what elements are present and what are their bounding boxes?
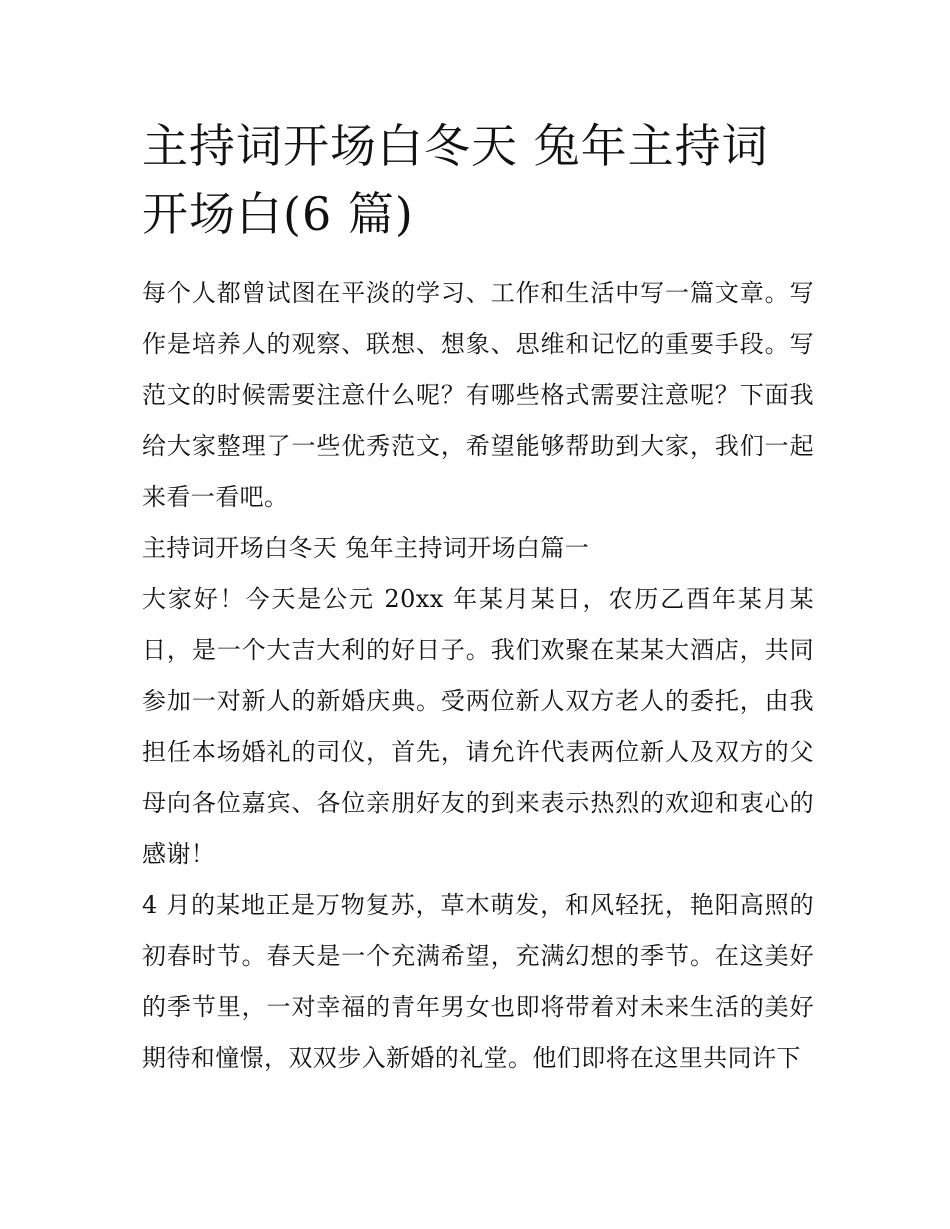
- section-heading: 主持词开场白冬天 兔年主持词开场白篇一: [142, 534, 590, 562]
- intro-paragraph: 每个人都曾试图在平淡的学习、工作和生活中写一篇文章。写作是培养人的观察、联想、想象、思维和记忆的重要手段。写范文的时候需要注意什么呢？有哪些格式需要注意呢？下面我给大家整理了一些优秀范文，希望能够帮助到大家，我们一起来看一看吧。: [142, 279, 814, 511]
- body-paragraph-2: 4 月的某地正是万物复苏，草木萌发，和风轻抚，艳阳高照的初春时节。春天是一个充满希望，充满幻想的季节。在这美好的季节里，一对幸福的青年男女也即将带着对未来生活的美好期待和憧憬，双双步入新婚的礼堂。他们即将在这里共同许下: [142, 891, 814, 1072]
- document-page: [142, 112, 814, 1084]
- body-paragraph-1: 大家好！今天是公元 20xx 年某月某日，农历乙酉年某月某日，是一个大吉大利的好日子。我们欢聚在某某大酒店，共同参加一对新人的新婚庆典。受两位新人双方老人的委托，由我担任本场婚礼的司仪，首先，请允许代表两位新人及双方的父母向各位嘉宾、各位亲朋好友的到来表示热烈的欢迎和衷心的感谢！: [142, 585, 814, 868]
- document-title: 主持词开场白冬天 兔年主持词开场白(6 篇): [142, 119, 769, 241]
